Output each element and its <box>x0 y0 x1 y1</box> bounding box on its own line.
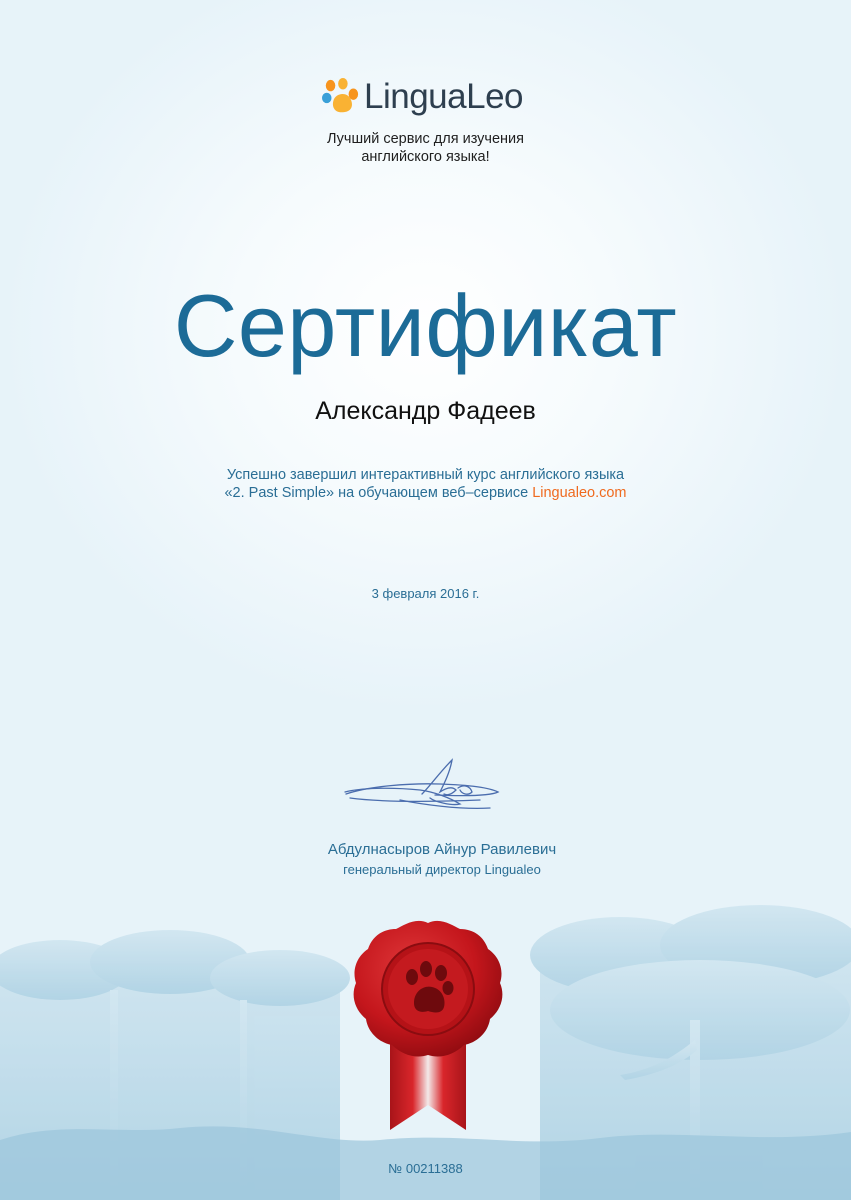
tagline <box>0 130 851 166</box>
certificate-title: Сертификат <box>173 276 678 375</box>
paw-logo-icon <box>322 78 360 116</box>
recipient-name: Александр Фадеев <box>315 397 536 425</box>
lingualeo-logo <box>322 74 542 118</box>
signatory-name: Абдулнасыров Айнур Равилевич <box>327 841 557 858</box>
tagline-line-1: Лучший сервис для изучения <box>326 131 525 147</box>
certificate-number: № 00211388 <box>388 1161 463 1176</box>
logo-text: LinguaLeo <box>364 77 523 116</box>
description-line-2 <box>0 484 851 502</box>
tagline-line-2: английского языка! <box>361 149 490 165</box>
course-description <box>0 466 851 502</box>
signatory-title: генеральный директор Lingualeo <box>343 862 541 877</box>
lingualeo-link[interactable]: Lingualeo.com <box>532 485 627 501</box>
issue-date: 3 февраля 2016 г. <box>371 586 480 601</box>
description-line-2-text: «2. Past Simple» на обучающем веб–сервисе <box>224 485 533 501</box>
description-line-1: Успешно завершил интерактивный курс английского языка <box>226 467 625 483</box>
handwritten-signature <box>340 750 510 820</box>
wax-seal-paw-icon <box>348 915 508 1145</box>
